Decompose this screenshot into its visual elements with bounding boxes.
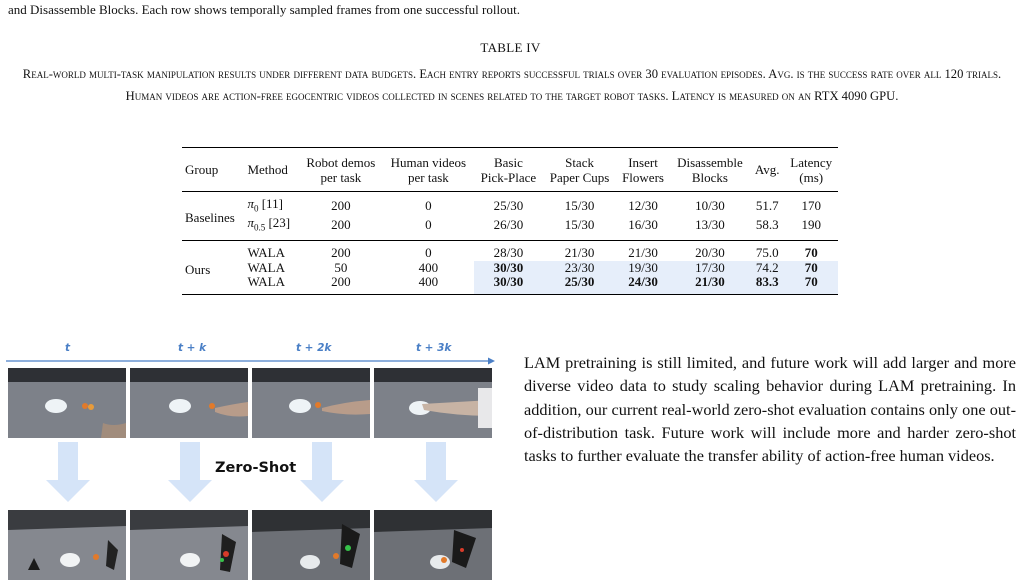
table-row: [182, 275, 838, 294]
method-cell: WALA: [247, 245, 285, 261]
cell: 58.3: [755, 217, 779, 233]
cell: 200: [331, 198, 351, 214]
header-stack-paper-cups: Stack Paper Cups: [549, 155, 610, 185]
time-label-t-plus-k: t + k: [178, 342, 207, 354]
cell: 200: [331, 245, 351, 261]
cell: 10/30: [695, 198, 725, 214]
cell: 16/30: [628, 217, 658, 233]
cell: 21/30: [670, 275, 750, 294]
cell: 13/30: [695, 217, 725, 233]
human-video-frame: [8, 368, 126, 438]
cell: 70: [784, 261, 838, 276]
cell: 0: [425, 217, 432, 233]
down-arrow-icon: [46, 442, 90, 502]
results-table: [182, 147, 838, 295]
down-arrow-icon: [414, 442, 458, 502]
method-cell: $\pi_{0.5}$ [23]: [247, 215, 291, 233]
cell: 25/30: [543, 275, 616, 294]
down-arrow-icon: [168, 442, 212, 502]
cell: 83.3: [750, 275, 784, 294]
cell: 200: [331, 274, 351, 290]
cell: 51.7: [755, 198, 779, 214]
cell: 15/30: [564, 217, 595, 233]
header-avg: Avg.: [754, 162, 780, 178]
cell: 21/30: [628, 245, 658, 261]
down-arrow-icon: [300, 442, 344, 502]
time-label-t-plus-3k: t + 3k: [416, 342, 452, 354]
time-label-t: t: [65, 342, 71, 354]
cell: 70: [804, 245, 818, 261]
method-cell: $\pi_0$ [11]: [247, 196, 283, 214]
header-latency: Latency (ms): [790, 155, 833, 185]
cell: 75.0: [755, 245, 779, 261]
cell: 400: [418, 259, 439, 275]
table-title: TABLE IV: [480, 40, 541, 55]
cell: 23/30: [543, 261, 616, 276]
cell: 30/30: [474, 275, 543, 294]
header-disassemble-blocks: Disassemble Blocks: [677, 155, 743, 185]
cell: 400: [418, 274, 439, 290]
cell: 12/30: [628, 198, 658, 214]
cell: 24/30: [616, 275, 670, 294]
group-label-ours: Ours: [185, 261, 211, 277]
figure-caption-fragment: and Disassemble Blocks. Each row shows temporally sampled frames from one successful rollout.: [8, 2, 520, 17]
cell: 19/30: [616, 261, 670, 276]
cell: 70: [784, 275, 838, 294]
method-cell: WALA: [247, 274, 285, 290]
table-row: [182, 216, 838, 241]
rollout-figure: [6, 342, 496, 583]
cell: 50: [334, 259, 348, 275]
header-insert-flowers: Insert Flowers: [622, 155, 664, 185]
cell: 26/30: [493, 217, 524, 233]
header-robot-demos: Robot demos per task: [306, 155, 376, 185]
timeline-arrow: [6, 356, 496, 366]
robot-rollout-frame: [252, 510, 370, 580]
cell: 74.2: [750, 261, 784, 276]
table-row: [182, 241, 838, 261]
header-human-videos: Human videos per task: [390, 155, 467, 185]
cell: 25/30: [493, 198, 524, 214]
group-label-baselines: Baselines: [185, 210, 235, 226]
table-row: [182, 192, 838, 217]
body-paragraph: LAM pretraining is still limited, and future work will add larger and more diverse video data to study scaling behavior during LAM pretraining. In addition, our current real-world zero-shot evaluation contains only one out-of-distribution task. Future work will include more and harder zero-shot tasks to further evaluate the transfer ability of action-free human videos.: [524, 353, 1016, 466]
table-header-row: [182, 148, 838, 192]
cell: 15/30: [564, 198, 595, 214]
cell: 30/30: [474, 261, 543, 276]
human-video-frame: [374, 368, 492, 438]
human-video-frame: [130, 368, 248, 438]
cell: 170: [801, 198, 821, 214]
cell: 20/30: [695, 245, 725, 261]
robot-rollout-frame: [130, 510, 248, 580]
method-cell: WALA: [247, 259, 285, 275]
header-basic-pick-place: Basic Pick-Place: [480, 155, 537, 185]
header-method: Method: [247, 162, 288, 178]
cell: 21/30: [564, 245, 595, 261]
zero-shot-label: Zero-Shot: [215, 460, 297, 476]
cell: 28/30: [493, 245, 524, 261]
cell: 0: [425, 198, 432, 214]
cell: 200: [331, 217, 351, 233]
table-caption: Real-world multi-task manipulation results under different data budgets. Each entry reports successful trials over 30 evaluation episodes. Avg. is the success rate over all 120 trials. Human videos are action-free egocentric videos collected in scenes related to the target robot tasks. Latency is measured on an RTX 4090 GPU.: [22, 67, 1002, 103]
table-row: [182, 261, 838, 276]
cell: 0: [425, 245, 432, 261]
time-label-t-plus-2k: t + 2k: [296, 342, 332, 354]
header-group: Group: [185, 162, 219, 178]
human-video-frame: [252, 368, 370, 438]
cell: 190: [801, 217, 821, 233]
cell: 17/30: [670, 261, 750, 276]
robot-rollout-frame: [8, 510, 126, 580]
robot-rollout-frame: [374, 510, 492, 580]
